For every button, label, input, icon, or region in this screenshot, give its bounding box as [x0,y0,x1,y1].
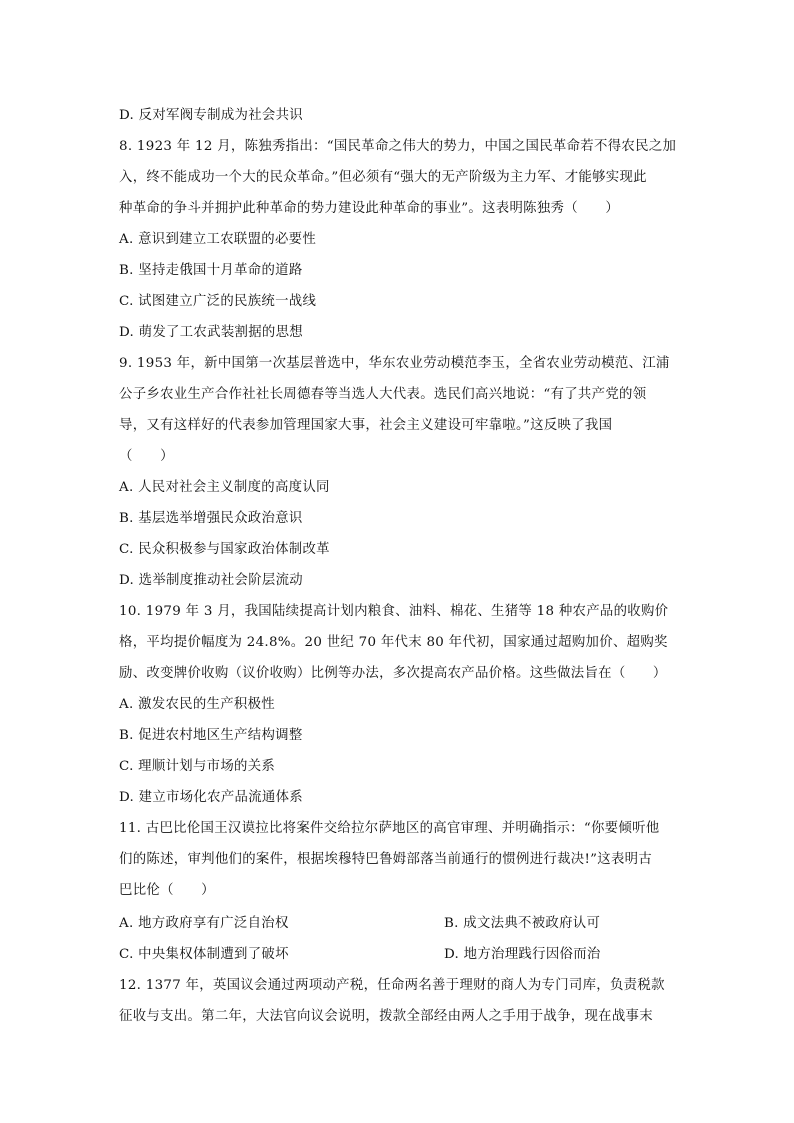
q10-stem-line-2: 格，平均提价幅度为 24.8%。20 世纪 70 年代末 80 年代初，国家通过超购加价、超购奖 [119,635,668,650]
q11-option-d: D. 地方治理践行因俗而治 [444,947,601,962]
q11-option-c: C. 中央集权体制遭到了破坏 [119,947,289,962]
q12-stem-line-2: 征收与支出。第二年，大法官向议会说明，拨款全部经由两人之手用于战争，现在战事末 [119,1009,653,1024]
q10-option-b: B. 促进农村地区生产结构调整 [119,728,303,743]
q8-option-a: A. 意识到建立工农联盟的必要性 [119,232,317,247]
q10-option-c: C. 理顺计划与市场的关系 [119,759,276,774]
q9-stem-line-1: 9. 1953 年，新中国第一次基层普选中，华东农业劳动模范李玉，全省农业劳动模范、江浦 [119,356,670,371]
q11-stem-line-3: 巴比伦（ ） [119,883,215,898]
q10-stem-line-3: 励、改变牌价收购（议价收购）比例等办法，多次提高农产品价格。这些做法旨在（ ） [119,666,667,681]
q11-stem-line-1: 11. 古巴比伦国王汉谟拉比将案件交给拉尔萨地区的高官审理、并明确指示：“你要倾听他 [119,821,660,836]
q9-option-b: B. 基层选举增强民众政治意识 [119,511,303,526]
q10-stem-line-1: 10. 1979 年 3 月，我国陆续提高计划内粮食、油料、棉花、生猪等 18 种农产品的收购价 [119,604,669,619]
q11-option-b: B. 成文法典不被政府认可 [444,916,601,931]
q7-option-d: D. 反对军阀专制成为社会共识 [119,108,303,123]
q8-stem-line-1: 8. 1923 年 12 月，陈独秀指出：“国民革命之伟大的势力，中国之国民革命若不得农民之加 [119,139,677,154]
q11-stem-line-2: 们的陈述，审判他们的案件，根据埃穆特巴鲁姆部落当前通行的惯例进行裁决!”这表明古 [119,852,653,867]
q9-stem-line-4: （ ） [119,449,174,464]
q9-option-d: D. 选举制度推动社会阶层流动 [119,573,303,588]
q10-option-a: A. 激发农民的生产积极性 [119,697,275,712]
q8-option-b: B. 坚持走俄国十月革命的道路 [119,263,303,278]
q10-option-d: D. 建立市场化农产品流通体系 [119,790,303,805]
q11-option-a: A. 地方政府享有广泛自治权 [119,916,289,931]
q8-stem-line-3: 种革命的争斗并拥护此种革命的势力建设此种革命的事业”。这表明陈独秀（ ） [119,201,620,216]
q12-stem-line-1: 12. 1377 年，英国议会通过两项动产税，任命两名善于理财的商人为专门司库，负责税款 [119,978,665,993]
q9-stem-line-3: 导，又有这样好的代表参加管理国家大事，社会主义建设可牢靠啦。”这反映了我国 [119,418,613,433]
q8-option-d: D. 萌发了工农武装割据的思想 [119,325,303,340]
q8-stem-line-2: 入，终不能成功一个大的民众革命。”但必须有“强大的无产阶级为主力军、才能够实现此 [119,170,647,185]
q8-option-c: C. 试图建立广泛的民族统一战线 [119,294,317,309]
q9-stem-line-2: 公子乡农业生产合作社社长周德春等当选人大代表。选民们高兴地说：“有了共产党的领 [119,387,647,402]
q9-option-a: A. 人民对社会主义制度的高度认同 [119,480,330,495]
q9-option-c: C. 民众积极参与国家政治体制改革 [119,542,330,557]
